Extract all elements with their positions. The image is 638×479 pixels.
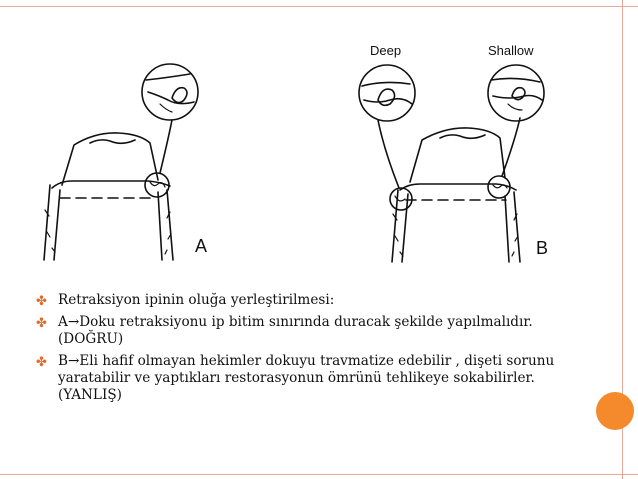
figure-b-tooth	[359, 65, 544, 262]
bullet-text: Retraksiyon ipinin oluğa yerleştirilmesi:	[58, 292, 335, 308]
label-a: A	[195, 236, 208, 256]
four-petal-flower-icon: ✤	[36, 355, 47, 370]
bullet-list	[36, 292, 556, 409]
bullet-text: B→Eli hafif olmayan hekimler dokuyu travmatize edebilir , dişeti sorunu yaratabilir ve yaptıkları restorasyonun ömrünü tehlikeye sokabilirler.(YANLIŞ)	[58, 353, 555, 403]
label-b: B	[536, 238, 549, 258]
four-petal-flower-icon: ✤	[36, 316, 47, 331]
bullet-text: A→Doku retraksiyonu ip bitim sınırında duracak şekilde yapılmalıdır.(DOĞRU)	[58, 314, 533, 347]
label-deep: Deep	[370, 43, 402, 58]
list-item	[36, 292, 556, 309]
list-item	[36, 353, 556, 404]
four-petal-flower-icon: ✤	[36, 294, 47, 309]
figure-a-tooth	[44, 64, 198, 260]
accent-circle	[596, 392, 634, 430]
label-shallow: Shallow	[488, 43, 534, 58]
frame-bottom-line	[0, 474, 638, 475]
list-item	[36, 314, 556, 348]
